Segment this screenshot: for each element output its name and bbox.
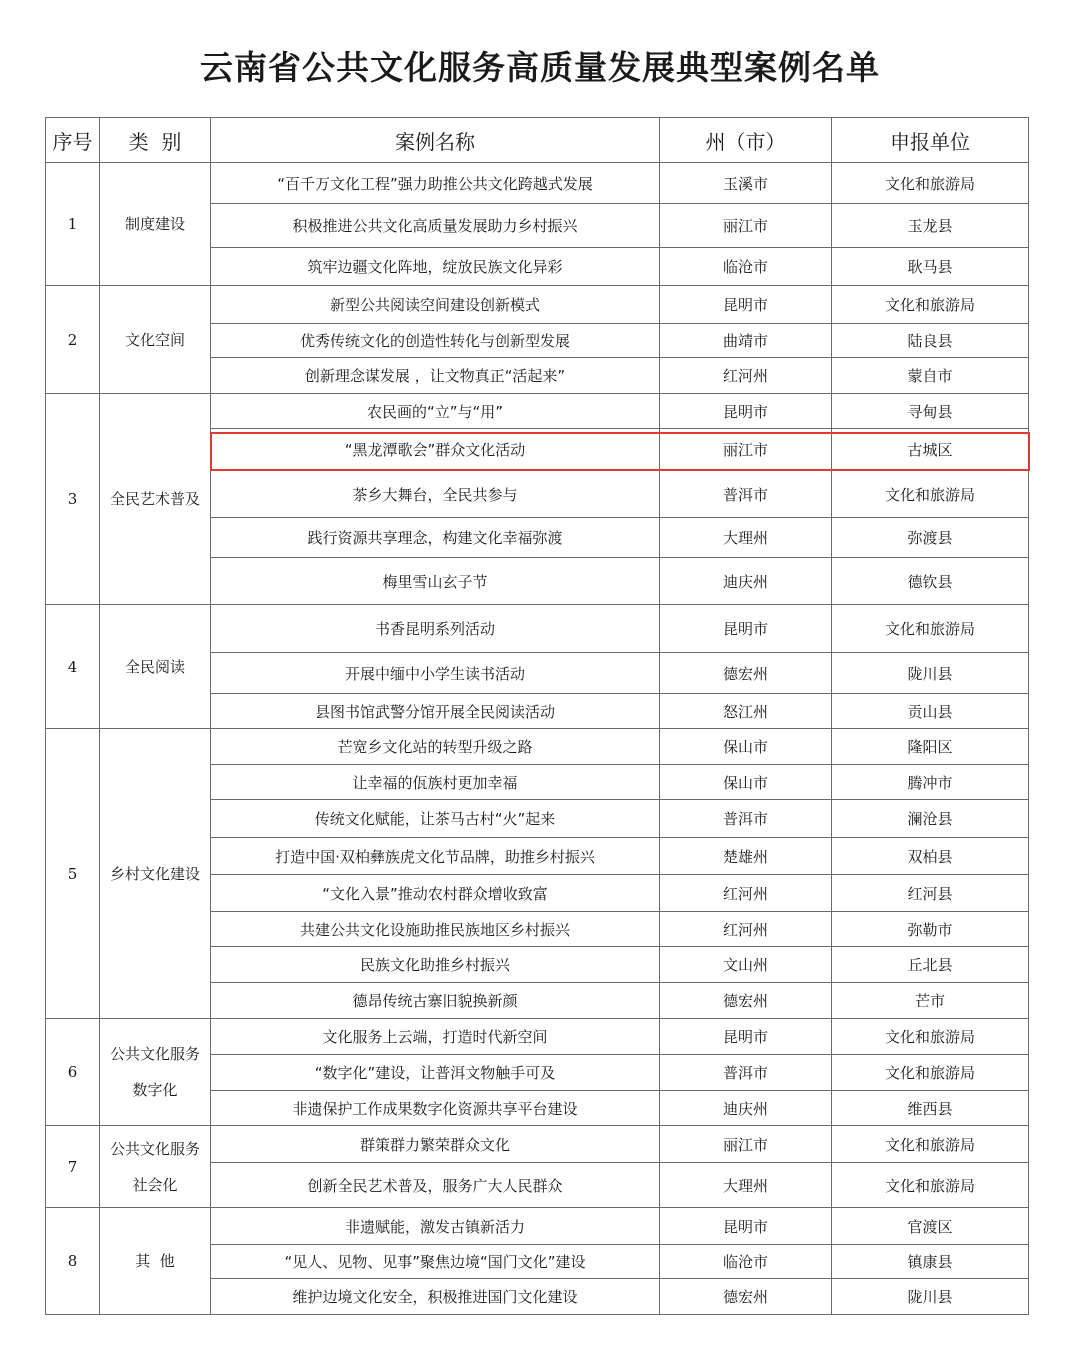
cell-case-name: “文化入景”推动农村群众增收致富 [211, 875, 660, 912]
cell-unit: 玉龙县 [832, 204, 1029, 248]
cell-unit: 镇康县 [832, 1245, 1029, 1279]
cell-city: 临沧市 [660, 248, 832, 286]
category-line: 社会化 [132, 1175, 178, 1194]
cell-unit: 耿马县 [832, 248, 1029, 286]
cell-case-name: 群策群力繁荣群众文化 [211, 1126, 660, 1163]
cell-case-name: 创新理念谋发展 ，让文物真正“活起来” [211, 358, 660, 394]
cell-case-name: 梅里雪山玄子节 [211, 558, 660, 605]
cell-category [100, 1126, 211, 1208]
cell-unit: 寻甸县 [832, 394, 1029, 429]
cell-unit: 文化和旅游局 [832, 471, 1029, 518]
cell-case-name: 打造中国·双柏彝族虎文化节品牌，助推乡村振兴 [211, 838, 660, 875]
cell-case-name: 创新全民艺术普及，服务广大人民群众 [211, 1163, 660, 1208]
cell-unit: 贡山县 [832, 694, 1029, 729]
cell-case-name: 茶乡大舞台，全民共参与 [211, 471, 660, 518]
cell-unit: 陆良县 [832, 324, 1029, 358]
cell-city: 临沧市 [660, 1245, 832, 1279]
table-header-row [46, 118, 1029, 163]
cell-unit: 文化和旅游局 [832, 1126, 1029, 1163]
category-line: 公共文化服务 [109, 1045, 200, 1063]
cell-case-name: 共建公共文化设施助推民族地区乡村振兴 [211, 912, 660, 947]
cell-unit: 腾冲市 [832, 765, 1029, 800]
cell-case-name: 文化服务上云端，打造时代新空间 [211, 1019, 660, 1055]
cell-seq: 8 [46, 1208, 100, 1315]
cell-category [100, 286, 211, 394]
category-line: 公共文化服务 [109, 1139, 200, 1158]
cell-seq: 3 [46, 394, 100, 605]
cell-city: 红河州 [660, 912, 832, 947]
cell-unit: 双柏县 [832, 838, 1029, 875]
category-label: 文化空间 [124, 330, 185, 349]
table-row [46, 1208, 1029, 1245]
cell-unit: 陇川县 [832, 1279, 1029, 1315]
cell-unit: 文化和旅游局 [832, 1019, 1029, 1055]
cell-city: 普洱市 [660, 1055, 832, 1091]
cell-city: 德宏州 [660, 653, 832, 694]
category-label: 全民艺术普及 [109, 490, 200, 508]
cell-category [100, 1208, 211, 1315]
cell-unit: 维西县 [832, 1091, 1029, 1126]
cell-unit: 文化和旅游局 [832, 1055, 1029, 1091]
cell-city: 保山市 [660, 729, 832, 765]
cell-case-name: “百千万文化工程”强力助推公共文化跨越式发展 [211, 163, 660, 204]
cell-case-name: 让幸福的佤族村更加幸福 [211, 765, 660, 800]
category-line: 数字化 [132, 1081, 178, 1099]
cell-city: 丽江市 [660, 1126, 832, 1163]
table-row [46, 394, 1029, 429]
cell-case-name: 民族文化助推乡村振兴 [211, 947, 660, 983]
cell-case-name: 筑牢边疆文化阵地，绽放民族文化异彩 [211, 248, 660, 286]
cell-city: 丽江市 [660, 204, 832, 248]
header-case-name: 案例名称 [211, 118, 660, 163]
cell-city: 玉溪市 [660, 163, 832, 204]
cell-city: 德宏州 [660, 1279, 832, 1315]
table-row [46, 1126, 1029, 1163]
page-title: 云南省公共文化服务高质量发展典型案例名单 [200, 48, 880, 87]
cell-case-name: “见人、见物、见事”聚焦边境“国门文化”建设 [211, 1245, 660, 1279]
cell-case-name: 书香昆明系列活动 [211, 605, 660, 653]
cell-unit: 文化和旅游局 [832, 605, 1029, 653]
cell-case-name: “数字化”建设，让普洱文物触手可及 [211, 1055, 660, 1091]
cell-case-name: 践行资源共享理念，构建文化幸福弥渡 [211, 518, 660, 558]
table-row [46, 286, 1029, 324]
cell-category [100, 394, 211, 605]
cell-case-name: 开展中缅中小学生读书活动 [211, 653, 660, 694]
cell-city: 红河州 [660, 875, 832, 912]
case-list-table [45, 117, 1029, 1315]
header-category: 类 别 [100, 118, 211, 163]
cell-case-name: 农民画的“立”与“用” [211, 394, 660, 429]
cell-seq: 1 [46, 163, 100, 286]
cell-city: 德宏州 [660, 983, 832, 1019]
table-row [46, 163, 1029, 204]
cell-case-name: 优秀传统文化的创造性转化与创新型发展 [211, 324, 660, 358]
cell-unit: 古城区 [832, 429, 1029, 471]
cell-case-name: 非遗赋能，激发古镇新活力 [211, 1208, 660, 1245]
category-label: 制度建设 [124, 215, 185, 233]
cell-city: 昆明市 [660, 394, 832, 429]
category-label: 全民阅读 [124, 657, 185, 676]
cell-case-name: 传统文化赋能，让茶马古村“火”起来 [211, 800, 660, 838]
cell-seq: 4 [46, 605, 100, 729]
cell-city: 红河州 [660, 358, 832, 394]
cell-city: 迪庆州 [660, 558, 832, 605]
cell-case-name: “黑龙潭歌会”群众文化活动 [211, 429, 660, 471]
cell-seq: 7 [46, 1126, 100, 1208]
cell-seq: 6 [46, 1019, 100, 1126]
cell-city: 昆明市 [660, 286, 832, 324]
cell-unit: 芒市 [832, 983, 1029, 1019]
category-label: 乡村文化建设 [109, 864, 200, 883]
cell-city: 昆明市 [660, 1208, 832, 1245]
table-row [46, 1019, 1029, 1055]
header-city: 州（市） [660, 118, 832, 163]
cell-category [100, 163, 211, 286]
header-seq: 序号 [46, 118, 100, 163]
table-row [46, 605, 1029, 653]
cell-city: 迪庆州 [660, 1091, 832, 1126]
cell-seq: 5 [46, 729, 100, 1019]
category-label: 其 他 [135, 1252, 175, 1270]
cell-city: 普洱市 [660, 471, 832, 518]
cell-city: 普洱市 [660, 800, 832, 838]
cell-unit: 德钦县 [832, 558, 1029, 605]
cell-city: 楚雄州 [660, 838, 832, 875]
header-unit: 申报单位 [832, 118, 1029, 163]
cell-city: 怒江州 [660, 694, 832, 729]
cell-unit: 弥渡县 [832, 518, 1029, 558]
cell-city: 大理州 [660, 518, 832, 558]
cell-unit: 蒙自市 [832, 358, 1029, 394]
cell-city: 大理州 [660, 1163, 832, 1208]
cell-case-name: 维护边境文化安全，积极推进国门文化建设 [211, 1279, 660, 1315]
cell-city: 保山市 [660, 765, 832, 800]
cell-case-name: 积极推进公共文化高质量发展助力乡村振兴 [211, 204, 660, 248]
cell-unit: 丘北县 [832, 947, 1029, 983]
cell-city: 曲靖市 [660, 324, 832, 358]
cell-unit: 官渡区 [832, 1208, 1029, 1245]
cell-unit: 文化和旅游局 [832, 163, 1029, 204]
cell-unit: 文化和旅游局 [832, 1163, 1029, 1208]
cell-unit: 文化和旅游局 [832, 286, 1029, 324]
table-row [46, 729, 1029, 765]
cell-unit: 红河县 [832, 875, 1029, 912]
cell-case-name: 新型公共阅读空间建设创新模式 [211, 286, 660, 324]
cell-case-name: 县图书馆武警分馆开展全民阅读活动 [211, 694, 660, 729]
cell-category [100, 729, 211, 1019]
table-body [46, 163, 1029, 1315]
cell-city: 昆明市 [660, 1019, 832, 1055]
cell-city: 文山州 [660, 947, 832, 983]
cell-case-name: 芒宽乡文化站的转型升级之路 [211, 729, 660, 765]
cell-unit: 陇川县 [832, 653, 1029, 694]
cell-category [100, 605, 211, 729]
cell-unit: 隆阳区 [832, 729, 1029, 765]
cell-case-name: 非遗保护工作成果数字化资源共享平台建设 [211, 1091, 660, 1126]
cell-city: 丽江市 [660, 429, 832, 471]
cell-city: 昆明市 [660, 605, 832, 653]
cell-unit: 澜沧县 [832, 800, 1029, 838]
cell-category [100, 1019, 211, 1126]
cell-case-name: 德昂传统古寨旧貌换新颜 [211, 983, 660, 1019]
cell-unit: 弥勒市 [832, 912, 1029, 947]
cell-seq: 2 [46, 286, 100, 394]
